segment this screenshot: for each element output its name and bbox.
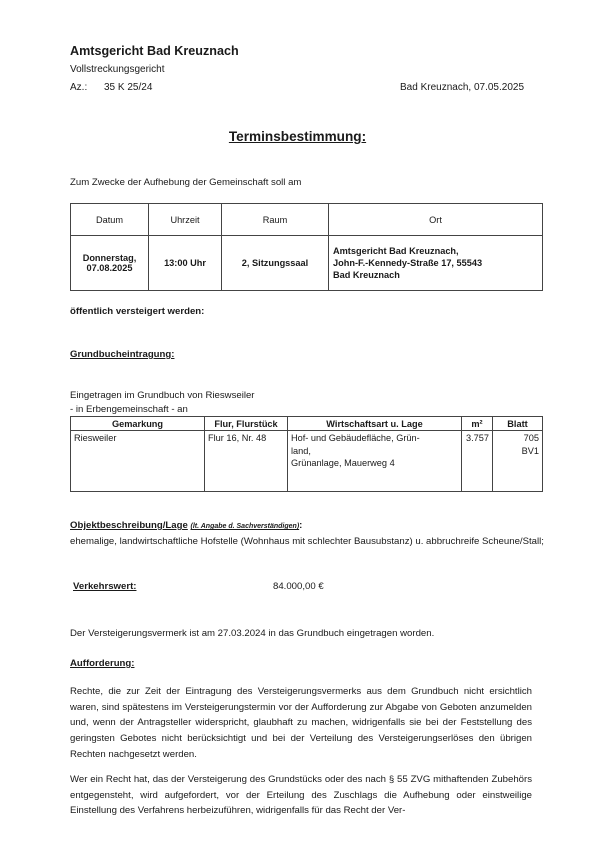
termin-ort — [329, 236, 543, 291]
court-department: Vollstreckungsgericht — [70, 64, 165, 75]
termin-uhrzeit: 13:00 Uhr — [149, 236, 222, 291]
blatt-cell — [493, 431, 543, 492]
grundbuch-table — [70, 416, 543, 492]
table-row — [71, 431, 543, 492]
termin-date: 07.08.2025 — [86, 263, 133, 273]
header-datum: Datum — [71, 204, 149, 236]
paragraph-rechte: Rechte, die zur Zeit der Eintragung des Versteigerungsvermerks aus dem Grundbuch nicht ersichtlich waren, sind spätestens im Versteigerungstermin vor der Aufforderung zur Abgabe von Geboten anzumelden und, wenn der Antragsteller widerspricht, glaubhaft zu machen, widrigenfalls sie bei der Feststellung des geringsten Gebotes nicht berücksichtigt und bei der Verteilung des Versteigerungserlöses den übrigen Rechten nachgesetzt werden. — [70, 686, 532, 760]
eingetragen-line-1: Eingetragen im Grundbuch von Rieswseiler — [70, 390, 255, 401]
verkehrswert-value: 84.000,00 € — [273, 581, 324, 592]
intro-text: Zum Zwecke der Aufhebung der Gemeinschaft soll am — [70, 177, 302, 188]
ort-line-1: Amtsgericht Bad Kreuznach, — [333, 246, 459, 256]
ort-line-3: Bad Kreuznach — [333, 270, 400, 280]
header-uhrzeit: Uhrzeit — [149, 204, 222, 236]
header-qm: m² — [462, 417, 493, 431]
header-ort: Ort — [329, 204, 543, 236]
objekt-label: Objektbeschreibung/Lage — [70, 520, 188, 531]
header-gemarkung: Gemarkung — [71, 417, 205, 431]
vermerk-text: Der Versteigerungsvermerk ist am 27.03.2024 in das Grundbuch eingetragen worden. — [70, 628, 435, 639]
objekt-colon: : — [299, 520, 303, 531]
gemarkung-cell: Riesweiler — [71, 431, 205, 492]
place-date: Bad Kreuznach, 07.05.2025 — [400, 82, 524, 93]
flur-cell: Flur 16, Nr. 48 — [205, 431, 288, 492]
blatt-line-1: 705 — [523, 433, 539, 443]
objekt-source-note: (lt. Angabe d. Sachverständigen) — [190, 523, 300, 530]
grundbuch-heading: Grundbucheintragung: — [70, 349, 175, 360]
wirtschaft-line-2: land, — [291, 445, 311, 456]
grundbuch-table-header — [71, 417, 543, 431]
objekt-heading — [70, 520, 302, 531]
wirtschaft-line-3: Grünanlage, Mauerweg 4 — [291, 458, 395, 468]
header-raum: Raum — [222, 204, 329, 236]
court-name: Amtsgericht Bad Kreuznach — [70, 44, 239, 58]
termin-raum: 2, Sitzungssaal — [222, 236, 329, 291]
wirtschaft-cell — [288, 431, 462, 492]
header-blatt: Blatt — [493, 417, 543, 431]
case-number: 35 K 25/24 — [104, 82, 153, 93]
aufforderung-heading: Aufforderung: — [70, 658, 135, 669]
header-wirtschaft: Wirtschaftsart u. Lage — [288, 417, 462, 431]
eingetragen-line-2: - in Erbengemeinschaft - an — [70, 404, 188, 415]
paragraph-wer: Wer ein Recht hat, das der Versteigerung des Grundstücks oder des nach § 55 ZVG mithaftenden Zubehörs entgegensteht, wird aufgefordert, vor der Erteilung des Zuschlags die Aufhebung oder einstweilige Einstellung des Verfahrens herbeizuführen, widrigenfalls für das Recht der Ver- — [70, 774, 532, 817]
termin-table — [70, 203, 543, 291]
document-title: Terminsbestimmung: — [228, 129, 367, 144]
header-flur: Flur, Flurstück — [205, 417, 288, 431]
objekt-description: ehemalige, landwirtschaftliche Hofstelle (Wohnhaus mit schlechter Bausubstanz) u. abbruchreife Scheune/Stall; — [70, 536, 544, 547]
verkehrswert-label: Verkehrswert: — [73, 581, 137, 592]
versteigert-text: öffentlich versteigert werden: — [70, 306, 205, 317]
ort-line-2: John-F.-Kennedy-Straße 17, 55543 — [333, 258, 483, 268]
termin-datum — [71, 236, 149, 291]
table-row — [71, 236, 543, 291]
qm-cell: 3.757 — [462, 431, 493, 492]
wirtschaft-line-1: Hof- und Gebäudefläche, Grün- — [291, 433, 420, 443]
blatt-line-2: BV1 — [521, 445, 539, 456]
termin-weekday: Donnerstag, — [82, 253, 137, 263]
termin-table-header — [71, 204, 543, 236]
case-number-label: Az.: — [70, 82, 88, 93]
